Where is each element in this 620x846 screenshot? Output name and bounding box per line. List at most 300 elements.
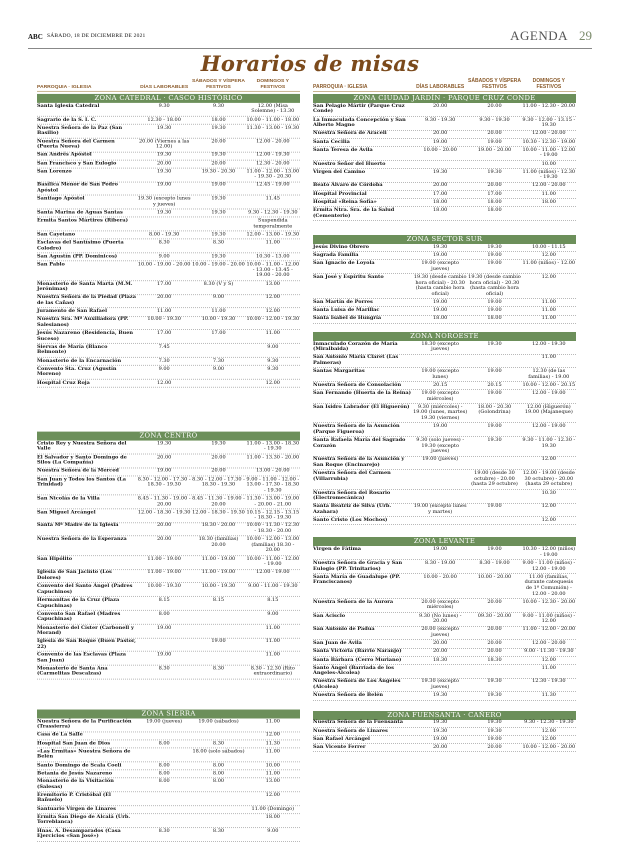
right-zones	[313, 94, 576, 752]
zone-gap	[313, 324, 576, 330]
parish-name: San Ignacio de Loyola	[313, 260, 375, 267]
saturday-times: 8.30	[212, 740, 225, 747]
table-row	[37, 828, 300, 842]
parish-name: Nuestra Señora de la Merced	[37, 467, 119, 474]
saturday-times: 20.00	[487, 102, 502, 109]
saturday-times: 8.30	[212, 827, 225, 834]
table-row	[313, 404, 576, 423]
sunday-times: 11.30 - 13.00 - 19.30	[246, 124, 300, 131]
parish-name: Iglesia de San Roque (Buen Pastor, 22)	[37, 638, 136, 650]
weekday-times: 19.00 (jueves)	[422, 456, 459, 463]
table-row	[313, 199, 576, 207]
sunday-times: 12.00 - 20.00	[532, 130, 566, 137]
zone-heading: ZONA CIUDAD JARDÍN · PARQUE CRUZ CONDE	[313, 94, 576, 103]
weekday-times: 12.30 - 18.00	[147, 116, 181, 123]
zone-heading: ZONA CENTRO	[37, 432, 300, 441]
saturday-times: 19.30	[211, 124, 226, 131]
sunday-times: 10.00 - 11.00 - 18.00	[246, 116, 300, 123]
weekday-times: 10.00 - 19.30	[147, 583, 181, 590]
saturday-times: 19.30	[487, 340, 502, 347]
weekday-times: 19.30	[157, 168, 172, 175]
saturday-times: 10.00 - 20.00	[477, 573, 512, 580]
parish-name: Ermita San Diego de Alcalá (Urb. Torreblanca)	[37, 813, 131, 826]
saturday-times: 19.00	[487, 138, 502, 145]
sunday-times: 12.00 (Misa Solemne) - 13.30	[251, 102, 295, 115]
weekday-times: 8.45 - 11.30 - 19.00 - 20.00	[137, 495, 191, 507]
saturday-times: 19.30	[487, 436, 502, 443]
parish-name: Nuestra Señora de la Piedad (Plaza de las Cañas)	[37, 294, 136, 307]
column-header	[313, 74, 576, 92]
saturday-times: 12.00 - 18.30 - 19.30	[192, 509, 245, 515]
sunday-times: 11.00	[265, 624, 280, 631]
sunday-times: 11.00 (Domingo)	[251, 805, 295, 812]
weekday-times: 19.00 (jueves)	[146, 718, 183, 725]
table-row	[37, 281, 300, 295]
parish-name: San Juan y Todos los Santos (La Trinidad)	[37, 475, 126, 488]
sunday-times: 10.00 - 12.30 - 20.00	[522, 598, 576, 605]
saturday-times: 18.30 - 20.00	[201, 522, 236, 529]
table-row	[37, 666, 300, 680]
saturday-times	[191, 625, 245, 636]
saturday-times: 19.00	[487, 390, 502, 397]
parish-name: Esclavas del Santísimo (Puerta Colodro)	[37, 239, 124, 252]
table-row	[37, 182, 300, 196]
sunday-times: 11.00	[265, 718, 280, 725]
table-row	[37, 597, 300, 611]
parish-name: Jesús Divino Obrero	[313, 243, 369, 250]
table-row	[37, 638, 300, 652]
table-row	[37, 778, 300, 792]
sunday-times: 11.00 - 12.30 - 20.00	[522, 102, 576, 109]
saturday-times: 11.00 - 19.00	[201, 555, 236, 562]
sunday-times: 11.00	[265, 330, 280, 337]
sunday-times: 12.00	[265, 379, 280, 386]
sunday-times: 10.00 - 11.00 - 12.00 - 19.00	[522, 146, 576, 159]
parish-name: San Cayetano	[37, 231, 76, 238]
table-row	[313, 574, 576, 599]
parish-name: Santa Cecilia	[313, 138, 350, 145]
saturday-times	[191, 219, 245, 230]
saturday-times: 18.00 - 20.30 (Golondrina)	[477, 403, 512, 416]
saturday-times: 11.00	[211, 308, 226, 315]
parish-name: Nuestra Señora de Consolación	[313, 381, 402, 388]
weekday-times: 19.30	[157, 440, 172, 447]
parish-name: Sagrada Familia	[313, 252, 359, 259]
parish-name: El Salvador y Santo Domingo de Silos (La Compañía)	[37, 454, 127, 466]
parish-name: San Francisco y San Eulogio	[37, 160, 117, 167]
sunday-times: 10.00 - 11.00 - 12.00 - 13.00 - 13.45 - 19.00 - 20.00	[246, 261, 300, 279]
parish-name: Nuestra Señora de la Asunción y San Roque (Encinarejo)	[313, 456, 405, 468]
parish-name: Hospital «Reina Sofía»	[313, 198, 377, 205]
saturday-times: 20.00	[487, 744, 502, 751]
weekday-times: 7.45	[158, 343, 170, 350]
saturday-times: 19.00	[487, 546, 502, 553]
weekday-times: 20.00	[433, 102, 448, 109]
sunday-times: 11.00	[265, 748, 280, 755]
page-number: 29	[579, 28, 592, 43]
sunday-times: 11.00 - 13.30 - 20.00	[246, 454, 300, 461]
sunday-times: 12.00	[265, 308, 280, 315]
weekday-times: 8.30 - 19.00	[425, 560, 456, 567]
saturday-times: 19.30	[211, 195, 226, 202]
saturday-times: 19.00	[487, 298, 502, 305]
table-row	[37, 103, 300, 117]
weekday-times	[137, 219, 191, 230]
weekday-times: 20.00 (Viernes a las 12.00)	[138, 138, 190, 150]
zone-gap	[37, 680, 300, 708]
weekday-times	[137, 733, 191, 739]
saturday-times: 20.00	[487, 626, 502, 633]
table-row	[313, 649, 576, 657]
weekday-times: 17.00	[433, 190, 448, 197]
sunday-times: 12.00	[265, 731, 280, 738]
table-row	[313, 207, 576, 221]
weekday-times	[413, 491, 467, 502]
column-header	[37, 74, 300, 92]
col-parish: PARROQUIA · IGLESIA	[37, 83, 92, 90]
weekday-times: 9.00	[158, 253, 170, 260]
sunday-times: 10.00	[541, 160, 556, 167]
saturday-times: 20.00	[487, 640, 502, 647]
table-row	[37, 468, 300, 476]
weekday-times: 19.30	[157, 209, 172, 216]
parish-name: Nuestra Señora del Carmen (Puerta Nueva)	[37, 138, 115, 150]
table-row	[37, 718, 300, 732]
table-row	[313, 355, 576, 369]
weekday-times: 9.30 (No lunes) - 20.00	[418, 612, 462, 625]
sunday-times: 11.00 (niños) - 12.00	[522, 260, 576, 267]
table-row	[313, 183, 576, 191]
table-row	[313, 299, 576, 307]
table-row	[37, 556, 300, 570]
weekday-times: 19.30	[157, 152, 172, 158]
table-row	[313, 139, 576, 147]
parish-name: Sagrario de la S. I. C.	[37, 116, 97, 123]
table-row	[313, 103, 576, 117]
parish-name: Betania de Jesús Nazareno	[37, 770, 113, 777]
table-row	[37, 454, 300, 468]
saturday-times: 8.45 - 11.30 - 19.00 - 20.00	[192, 495, 245, 507]
sunday-times: 8.15	[267, 596, 279, 603]
weekday-times: 8.00	[158, 740, 170, 747]
weekday-times: 19.30	[157, 124, 172, 131]
saturday-times: 18.30	[487, 656, 502, 663]
zone-heading: ZONA NOROESTE	[313, 332, 576, 341]
weekday-times: 19.30	[433, 719, 448, 726]
sunday-times: 9.00	[267, 610, 279, 617]
saturday-times	[467, 162, 521, 168]
weekday-times: 20.15	[433, 381, 448, 388]
sunday-times	[522, 208, 576, 219]
weekday-times: 8.15	[158, 596, 170, 603]
parish-name: Santa Teresa de Ávila	[313, 146, 373, 153]
weekday-times: 19.00	[433, 252, 448, 259]
saturday-times: 10.00 - 19.00 - 20.00	[192, 261, 245, 268]
weekday-times: 18.00	[433, 315, 448, 322]
weekday-times	[413, 355, 467, 366]
weekday-times: 8.00 - 19.30	[149, 231, 180, 238]
sunday-times: 12.00 - 20.00	[532, 640, 566, 647]
saturday-times: 19.30	[211, 209, 226, 216]
saturday-times: 19.00	[211, 182, 226, 189]
parish-name: Santa Mª Madre de la Iglesia	[37, 522, 119, 529]
saturday-times	[191, 793, 245, 804]
parish-name: Monasterio de la Visitación (Salesas)	[37, 778, 114, 790]
table-row	[37, 125, 300, 139]
zone-heading: ZONA FUENSANTA · CAÑERO	[313, 711, 576, 720]
table-row	[313, 728, 576, 736]
sunday-times: 9.00 - 11.00 (niños) - 12.00 - 19.00	[522, 560, 576, 572]
weekday-times: 19.30	[433, 243, 448, 250]
weekday-times	[137, 639, 191, 650]
saturday-times	[191, 653, 245, 664]
weekday-times: 20.00 (excepto jueves)	[421, 626, 459, 638]
parish-name: Santa Luisa de Marillac	[313, 307, 380, 314]
parish-name: San Andrés Apóstol	[37, 152, 92, 158]
col-saturdays: SÁBADOS Y VÍSPERA FESTIVOS	[192, 77, 245, 90]
saturday-times: 10.00 - 19.30	[201, 316, 236, 323]
parish-name: Santa Beatriz de Silva (Urb. Azahara)	[313, 503, 392, 515]
parish-name: Iglesia de San Jacinto (Los Dolores)	[37, 569, 112, 582]
sunday-times: 11.30 - 13.00 - 19.00 - 20.00 - 21.00	[246, 495, 300, 507]
table-row	[37, 625, 300, 639]
table-row	[313, 744, 576, 752]
weekday-times: 8.00	[158, 770, 170, 777]
weekday-times: 18.30 (excepto jueves)	[421, 340, 459, 353]
col-weekdays: DÍAS LABORABLES	[140, 83, 189, 90]
table-row	[313, 517, 576, 525]
weekday-times: 19.00	[157, 624, 172, 631]
parish-name: San Agustín (PP. Dominicos)	[37, 253, 118, 260]
parish-name: Santiago Apóstol	[37, 195, 85, 202]
zone-heading: ZONA CATEDRAL · CASCO HISTÓRICO	[37, 94, 300, 103]
weekday-times: 9.30 - 19.30	[425, 116, 456, 123]
table-row	[313, 437, 576, 456]
parish-name: San José y Espíritu Santo	[313, 273, 384, 280]
parish-name: Hospital Provincial	[313, 190, 367, 197]
saturday-times: 17.00	[211, 330, 226, 337]
saturday-times: 8.30 (V y S)	[203, 280, 234, 287]
sunday-times: 11.00	[541, 664, 556, 671]
parish-name: Hermanitas de la Cruz (Plaza Capuchinas)	[37, 596, 120, 609]
weekday-times: 19.00	[157, 467, 172, 474]
weekday-times: 20.00	[157, 160, 172, 167]
sunday-times: 12.00 - 13.00 - 19.30	[246, 231, 300, 238]
weekday-times: 19.00	[433, 423, 448, 430]
weekday-times: 17.00	[157, 280, 172, 287]
table-row	[37, 138, 300, 152]
sunday-times: 12.00	[541, 252, 556, 259]
table-row	[313, 470, 576, 489]
weekday-times: 8.30 - 12.00 - 17.30 - 18.30 - 19.30	[137, 475, 191, 488]
zone-gap	[37, 388, 300, 430]
table-row	[313, 341, 576, 355]
table-row	[313, 147, 576, 161]
sunday-times: 10.00 - 12.00 - 19.30	[246, 316, 300, 323]
weekday-times: 11.00 - 19.00	[147, 569, 181, 576]
sunday-times: 10.30	[541, 489, 556, 496]
weekday-times: 10.00 - 20.00	[423, 573, 457, 580]
sunday-times: 12.30 - 20.00	[256, 160, 290, 167]
sunday-times: 12.00 - 19.00	[532, 423, 566, 430]
sunday-times: 11.45	[265, 195, 280, 202]
sunday-times: 11.30	[265, 740, 280, 747]
sunday-times: 12.00 - 19.00 (desde 30 octubre) - 20.00 (hasta 29 octubre)	[522, 470, 575, 488]
table-row	[313, 613, 576, 627]
table-row	[37, 740, 300, 748]
section-name: AGENDA	[510, 28, 568, 43]
parish-name: San Rafael Arcángel	[313, 735, 370, 742]
parish-name: Hospital San Juan de Dios	[37, 740, 111, 747]
zone-gap	[313, 221, 576, 233]
saturday-times: 20.00	[211, 138, 226, 145]
weekday-times: 9.00	[158, 365, 170, 372]
saturday-times: 11.00 - 19.00	[201, 569, 236, 576]
table-row	[37, 814, 300, 828]
weekday-times	[413, 471, 467, 488]
weekday-times: 19.00 (excepto lunes)	[421, 368, 459, 380]
table-row	[313, 161, 576, 169]
table-row	[37, 152, 300, 160]
weekday-times: 19.30 (excepto lunes y jueves)	[137, 195, 191, 208]
table-row	[313, 131, 576, 139]
sunday-times: 11.00	[541, 298, 556, 305]
saturday-times	[191, 345, 245, 356]
weekday-times: 10.00 - 19.00 - 20.00	[137, 261, 191, 268]
saturday-times: 19.00	[487, 423, 502, 430]
sunday-times: 12.00	[541, 735, 556, 742]
parish-name: Convento San Rafael (Madres Capuchinas)	[37, 610, 121, 623]
sunday-times: 12.00 - 19.00	[532, 390, 566, 397]
sunday-times: 12.45 - 19.00	[256, 182, 290, 189]
sunday-times: 11.00	[541, 190, 556, 197]
saturday-times	[191, 380, 245, 386]
saturday-times: 8.30	[212, 665, 225, 672]
saturday-times: 18.00	[487, 207, 502, 214]
sunday-times: 12.00	[541, 503, 556, 510]
weekday-times: 19.30 (excepto jueves)	[421, 678, 459, 691]
parish-name: San Fernando (Huerta de la Reina)	[313, 390, 412, 397]
parish-name: San Nicolás de la Villa	[37, 495, 100, 502]
sunday-times: 11.00	[541, 315, 556, 322]
saturday-times	[467, 491, 521, 502]
parish-name: Nuestra Señora de la Paz (San Basilio)	[37, 124, 123, 137]
sunday-times: 9.00 - 11.00 (niños) - 12.00	[522, 612, 576, 625]
saturday-times: 18.00	[487, 198, 502, 205]
parish-name: Virgen del Camino	[313, 168, 366, 175]
sunday-times: 11.00	[265, 638, 280, 645]
sunday-times: 12.00	[541, 517, 556, 524]
weekday-times: 12.00 - 18.30 - 19.30	[137, 509, 191, 515]
parish-name: Nuestra Señora de Gracia y San Eulogio (PP. Trinitarios)	[313, 560, 403, 572]
weekday-times: 10.00 - 20.00	[423, 146, 457, 153]
saturday-times: 8.30 - 19.00	[479, 560, 510, 567]
parish-name: Santo Ángel (Barriada de los Ángeles-Alcolea)	[313, 664, 394, 677]
right-column	[313, 74, 576, 752]
saturday-times: 19.30 (desde cambio hora oficial) - 20.30 (hasta cambio hora oficial)	[468, 273, 521, 297]
table-row	[313, 274, 576, 299]
sunday-times: 10.00 - 11.00 - 12.00 - 19.00	[246, 555, 300, 568]
page-title: Horarios de misas	[200, 51, 420, 76]
table-row	[37, 330, 300, 344]
saturday-times	[467, 666, 521, 677]
parish-name: Beato Álvaro de Córdoba	[313, 182, 383, 189]
sunday-times: 12.00 - 20.00	[256, 138, 290, 145]
table-row	[37, 792, 300, 806]
sunday-times: 13.00	[265, 280, 280, 287]
table-row	[37, 770, 300, 778]
saturday-times: 9.00	[212, 365, 225, 372]
saturday-times: 9.30	[212, 102, 225, 109]
sunday-times: 11.00	[541, 307, 556, 314]
parish-name: San Acisclo	[313, 612, 346, 619]
weekday-times: 20.00	[157, 294, 172, 301]
table-row	[313, 657, 576, 665]
sunday-times: 12.00 - 19.30	[256, 152, 290, 158]
sunday-times: 11.00	[265, 651, 280, 658]
saturday-times: 19.00	[487, 307, 502, 314]
sunday-times: 9.30 - 12.00 - 13.15 - 19.30	[522, 116, 576, 129]
table-row	[37, 652, 300, 666]
table-row	[37, 476, 300, 495]
saturday-times: 19.00	[487, 368, 502, 375]
table-row	[37, 509, 300, 523]
parish-name: Santa María de Guadalupe (PP. Franciscanos)	[313, 573, 401, 586]
weekday-times: 11.00	[157, 308, 172, 315]
table-row	[37, 344, 300, 358]
saturday-times: 19.00 (desde 30 octubre) - 20.00 (hasta 29 octubre)	[471, 470, 518, 488]
parish-name: Nuestra Señora de la Esperanza	[37, 536, 127, 543]
weekday-times: 8.00	[158, 778, 170, 785]
parish-name: Santas Margaritas	[313, 368, 365, 375]
parish-name: San Pablo	[37, 261, 65, 268]
weekday-times: 9.30 (miércoles) - 19.00 (lunes, martes) 19.30 (viernes)	[413, 403, 468, 422]
table-row	[37, 358, 300, 366]
table-row	[313, 692, 576, 700]
saturday-times: 19.00	[211, 638, 226, 645]
weekday-times: 20.00	[157, 522, 172, 529]
saturday-times: 10.00 - 19.30	[201, 583, 236, 590]
sunday-times: 8.30 - 12.30 (Rito extraordinario)	[250, 665, 295, 678]
parish-name: Ermita Ntra. Sra. de la Salud (Cementerio)	[313, 207, 395, 219]
sunday-times: 9.00	[267, 827, 279, 834]
table-row	[313, 316, 576, 324]
parish-name: La Inmaculada Concepción y San Alberto Magno	[313, 116, 406, 129]
weekday-times	[137, 815, 191, 826]
sunday-times: 11.00 (niños) - 12.30 - 19.30	[522, 168, 576, 181]
saturday-times: 09.30 - 20.00	[477, 612, 512, 619]
table-row	[313, 546, 576, 560]
weekday-times: 19.00	[433, 298, 448, 305]
table-row	[313, 599, 576, 613]
sunday-times: 10.00 - 11.15	[532, 243, 566, 250]
sunday-times: 11.00 - 12.00 - 20.00	[522, 626, 576, 633]
parish-name: Santa Iglesia Catedral	[37, 102, 100, 109]
parish-name: Hnas. A. Desamparados (Casa Ejercicios «San José»)	[37, 827, 121, 840]
sunday-times: 10.00 - 12.00 - 20.15	[522, 381, 576, 388]
sunday-times: 10.30 - 13.00	[256, 253, 290, 260]
saturday-times	[191, 612, 245, 623]
parish-name: Nuestra Señora de Linares	[313, 727, 388, 734]
saturday-times: 20.15	[487, 381, 502, 388]
weekday-times: 20.00	[433, 648, 448, 655]
saturday-times: 18.00 (solo sábados)	[192, 748, 245, 755]
parish-name: Convento del Santo Ángel (Padres Capuchinos)	[37, 583, 133, 595]
saturday-times: 19.30	[211, 231, 226, 238]
saturday-times: 19.30	[487, 719, 502, 726]
weekday-times	[137, 749, 191, 760]
parish-name: Monasterio de la Encarnación	[37, 357, 122, 364]
